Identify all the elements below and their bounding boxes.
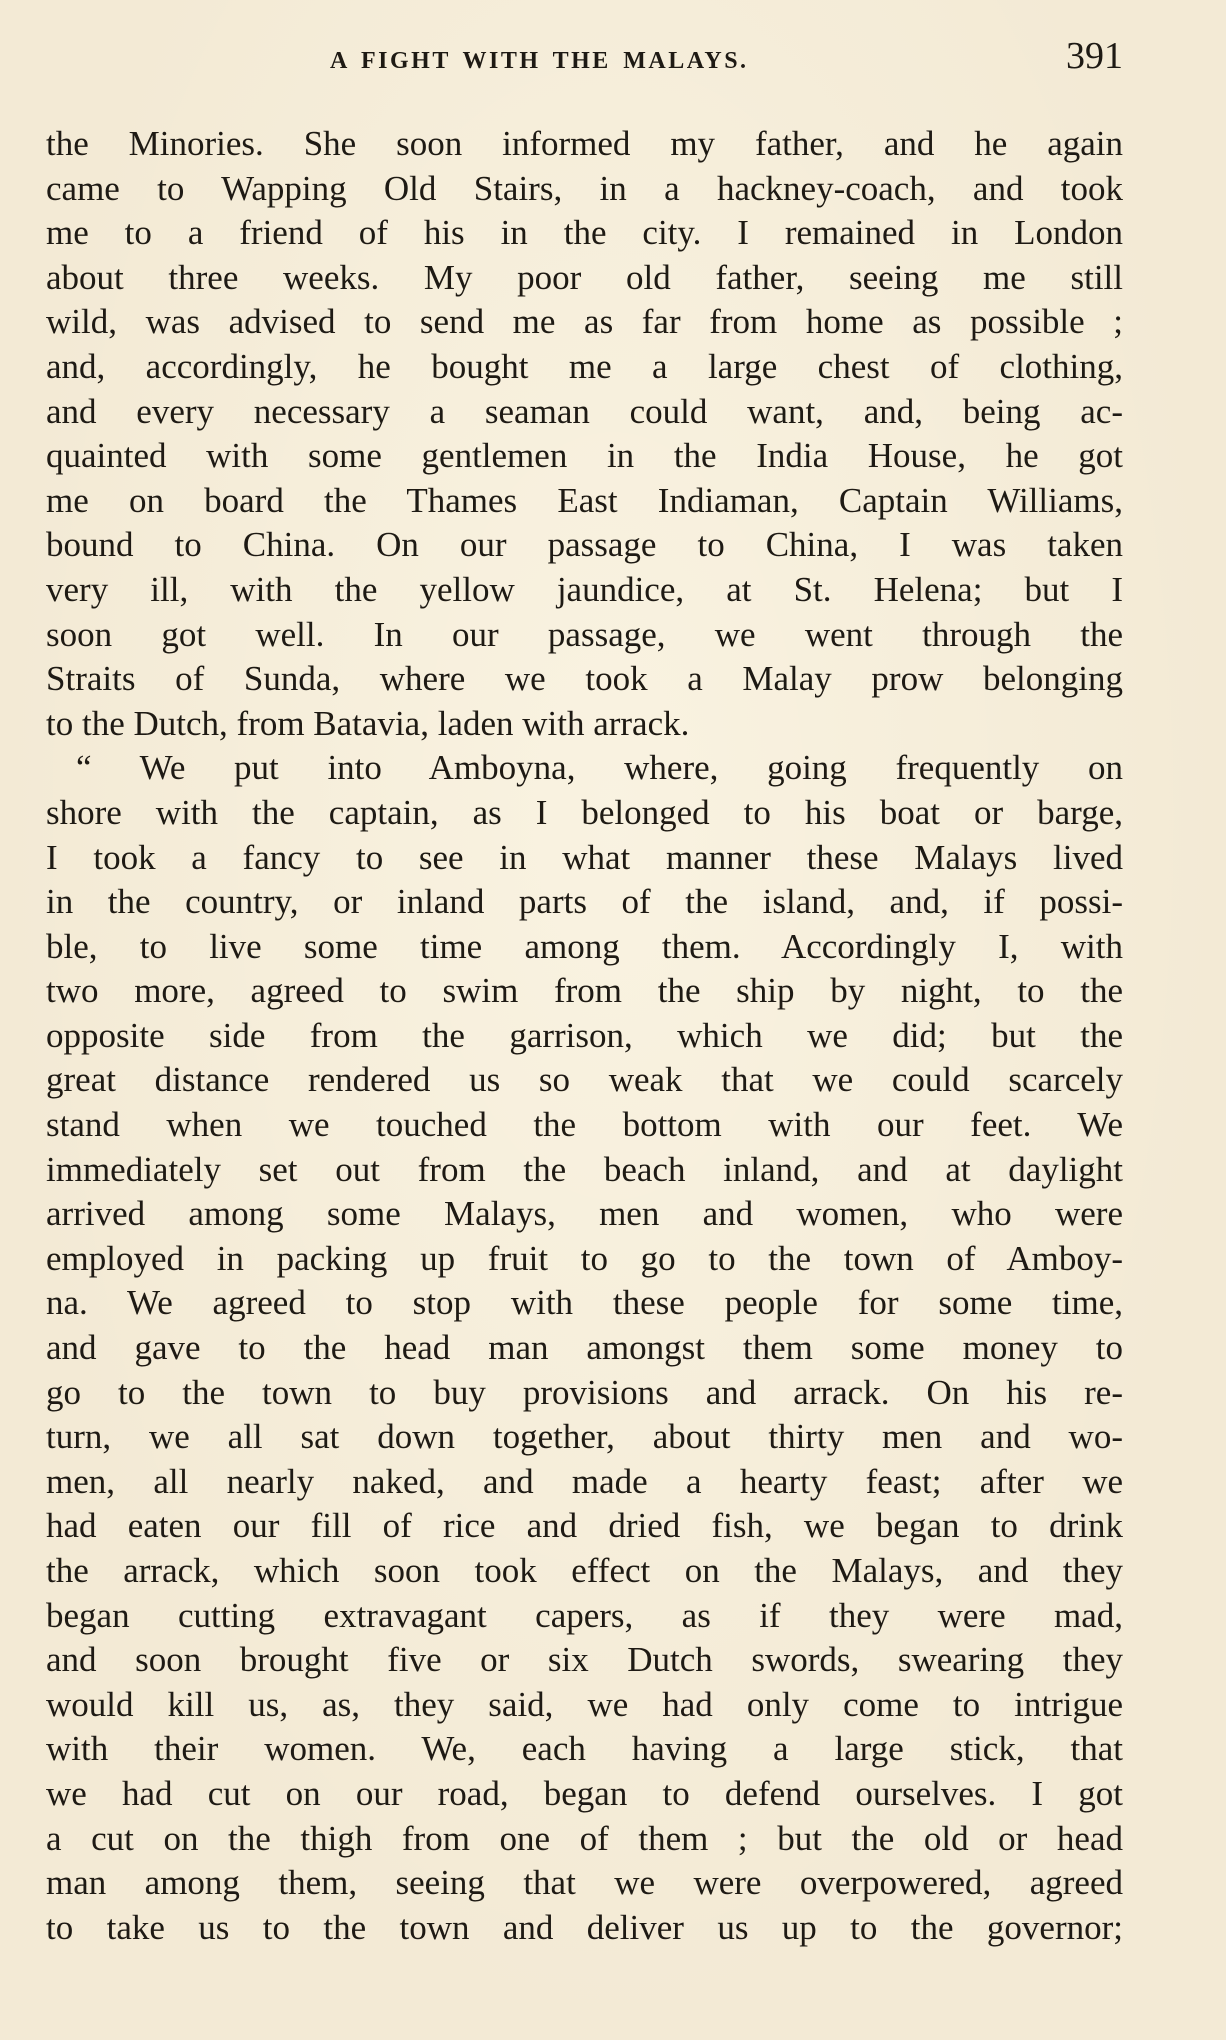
text-line: me on board the Thames East Indiaman, Captain Williams, xyxy=(46,480,1123,520)
text-line: very ill, with the yellow jaundice, at St. Helena; but I xyxy=(46,569,1123,609)
text-line: and gave to the head man amongst them some money to xyxy=(46,1328,1123,1368)
text-line: turn, we all sat down together, about thirty men and wo- xyxy=(46,1417,1123,1457)
running-head-title: A FIGHT WITH THE MALAYS. xyxy=(330,48,749,74)
text-line: began cutting extravagant capers, as if they were mad, xyxy=(46,1595,1123,1635)
text-line: I took a fancy to see in what manner these Malays lived xyxy=(46,837,1123,877)
text-line: great distance rendered us so weak that we could scarcely xyxy=(46,1060,1123,1100)
text-line: men, all nearly naked, and made a hearty feast; after we xyxy=(46,1461,1123,1501)
text-line: me to a friend of his in the city. I remained in London xyxy=(46,213,1123,253)
text-line: stand when we touched the bottom with our feet. We xyxy=(46,1105,1123,1145)
text-line: came to Wapping Old Stairs, in a hackney-coach, and took xyxy=(46,168,1123,208)
text-line: ble, to live some time among them. Accordingly I, with xyxy=(46,926,1123,966)
page-number: 391 xyxy=(1066,35,1123,77)
text-line: and soon brought five or six Dutch swords, swearing they xyxy=(46,1640,1123,1680)
text-line: we had cut on our road, began to defend ourselves. I got xyxy=(46,1773,1123,1813)
text-line: man among them, seeing that we were overpowered, agreed xyxy=(46,1863,1123,1903)
text-line: with their women. We, each having a large stick, that xyxy=(46,1729,1123,1769)
text-line: about three weeks. My poor old father, seeing me still xyxy=(46,257,1123,297)
text-line: would kill us, as, they said, we had only come to intrigue xyxy=(46,1684,1123,1724)
text-line: the arrack, which soon took effect on the Malays, and they xyxy=(46,1551,1123,1590)
text-line: wild, was advised to send me as far from home as possible ; xyxy=(46,302,1123,342)
text-line: to take us to the town and deliver us up to the governor; xyxy=(46,1907,1123,1947)
text-line: in the country, or inland parts of the island, and, if possi- xyxy=(46,882,1123,922)
text-line: and every necessary a seaman could want, and, being ac- xyxy=(46,391,1123,431)
text-line: na. We agreed to stop with these people for some time, xyxy=(46,1283,1123,1323)
text-line: shore with the captain, as I belonged to his boat or barge, xyxy=(46,792,1123,832)
body-text xyxy=(46,122,1123,1950)
text-line: quainted with some gentlemen in the India House, he got xyxy=(46,436,1123,476)
text-line: the Minories. She soon informed my father, and he again xyxy=(46,124,1123,163)
text-line: go to the town to buy provisions and arrack. On his re- xyxy=(46,1372,1123,1412)
text-line: bound to China. On our passage to China, I was taken xyxy=(46,525,1123,565)
text-line: two more, agreed to swim from the ship by night, to the xyxy=(46,971,1123,1011)
text-line: a cut on the thigh from one of them ; but the old or head xyxy=(46,1818,1123,1858)
text-line: arrived among some Malays, men and women, who were xyxy=(46,1194,1123,1234)
text-line: employed in packing up fruit to go to the town of Amboy- xyxy=(46,1238,1123,1278)
text-line: immediately set out from the beach inland, and at daylight xyxy=(46,1149,1123,1189)
text-line: opposite side from the garrison, which we did; but the xyxy=(46,1015,1123,1055)
text-line: to the Dutch, from Batavia, laden with arrack. xyxy=(46,703,690,743)
text-line: “ We put into Amboyna, where, going frequently on xyxy=(76,748,1123,788)
text-line: Straits of Sunda, where we took a Malay prow belonging xyxy=(46,659,1123,699)
text-line: and, accordingly, he bought me a large chest of clothing, xyxy=(46,346,1123,386)
text-line: had eaten our fill of rice and dried fish, we began to drink xyxy=(46,1506,1123,1546)
text-line: soon got well. In our passage, we went through the xyxy=(46,614,1123,654)
